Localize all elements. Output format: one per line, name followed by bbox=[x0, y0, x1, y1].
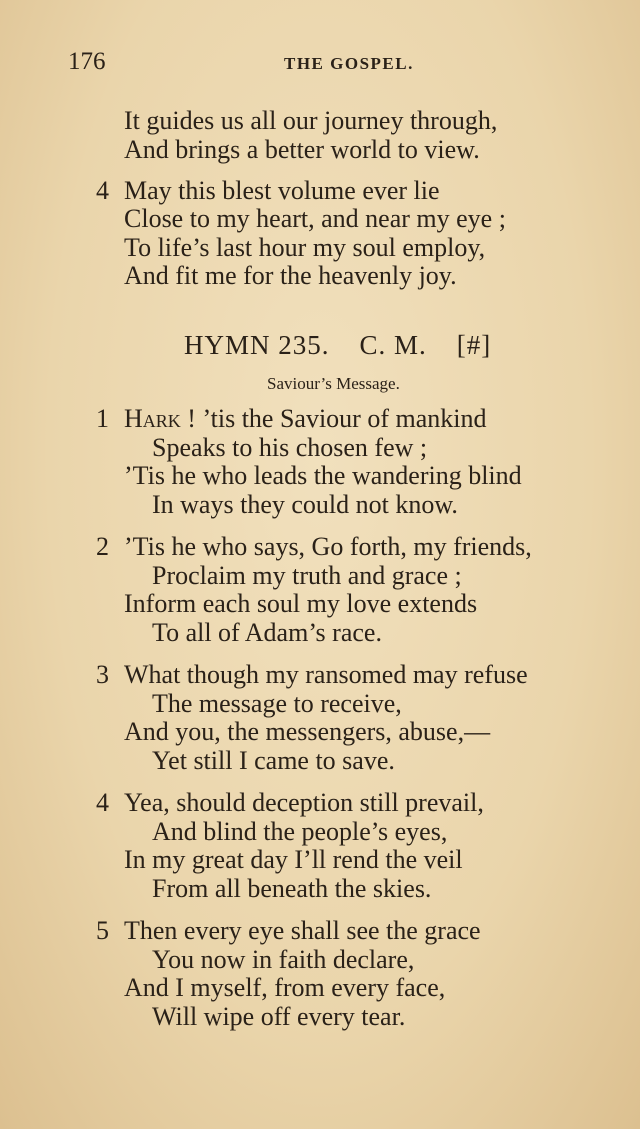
hymn-title bbox=[184, 330, 521, 361]
verse-line: ’Tis he who leads the wandering blind bbox=[124, 461, 522, 490]
verse-line: Yet still I came to save. bbox=[152, 746, 395, 775]
stanza-number: 1 bbox=[96, 404, 109, 433]
page-header bbox=[68, 48, 538, 78]
verse-line: To life’s last hour my soul employ, bbox=[124, 233, 486, 262]
drop-word: Hark bbox=[124, 404, 181, 433]
verse-line bbox=[124, 404, 486, 434]
verse-line: Close to my heart, and near my eye ; bbox=[124, 204, 506, 233]
stanza-number: 4 bbox=[96, 176, 109, 205]
stanza-number: 4 bbox=[96, 788, 109, 817]
hymn-subtitle: Saviour’s Message. bbox=[267, 374, 400, 393]
verse-line: And you, the messengers, abuse,— bbox=[124, 717, 491, 746]
verse-line: Speaks to his chosen few ; bbox=[152, 433, 428, 462]
verse-line: It guides us all our journey through, bbox=[124, 106, 498, 135]
stanza-number: 3 bbox=[96, 660, 109, 689]
verse-line: And brings a better world to view. bbox=[124, 135, 480, 164]
verse-line: You now in faith declare, bbox=[152, 945, 415, 974]
hymn-meter: C. M. bbox=[359, 330, 427, 360]
stanza-number: 5 bbox=[96, 916, 109, 945]
verse-line: To all of Adam’s race. bbox=[152, 618, 382, 647]
verse-line: From all beneath the skies. bbox=[152, 874, 432, 903]
verse-line: Inform each soul my love extends bbox=[124, 589, 478, 618]
verse-line: In my great day I’ll rend the veil bbox=[124, 845, 463, 874]
verse-line: And I myself, from every face, bbox=[124, 973, 446, 1002]
verse-line: And blind the people’s eyes, bbox=[152, 817, 448, 846]
hymn-mark: [#] bbox=[456, 330, 492, 360]
verse-line-rest: ! ’tis the Saviour of mankind bbox=[180, 404, 487, 433]
verse-line: What though my ransomed may refuse bbox=[124, 660, 528, 689]
verse-line: Will wipe off every tear. bbox=[152, 1002, 406, 1031]
verse-line: May this blest volume ever lie bbox=[124, 176, 440, 205]
verse-line: Yea, should deception still prevail, bbox=[124, 788, 484, 817]
verse-line: The message to receive, bbox=[152, 689, 402, 718]
running-head: THE GOSPEL. bbox=[284, 54, 414, 73]
stanza-number: 2 bbox=[96, 532, 109, 561]
verse-line: Then every eye shall see the grace bbox=[124, 916, 481, 945]
verse-line: And fit me for the heavenly joy. bbox=[124, 261, 457, 290]
verse-line: Proclaim my truth and grace ; bbox=[152, 561, 462, 590]
page-number: 176 bbox=[68, 48, 106, 75]
verse-line: ’Tis he who says, Go forth, my friends, bbox=[124, 532, 532, 561]
verse-line: In ways they could not know. bbox=[152, 490, 458, 519]
hymn-number: HYMN 235. bbox=[184, 330, 330, 360]
